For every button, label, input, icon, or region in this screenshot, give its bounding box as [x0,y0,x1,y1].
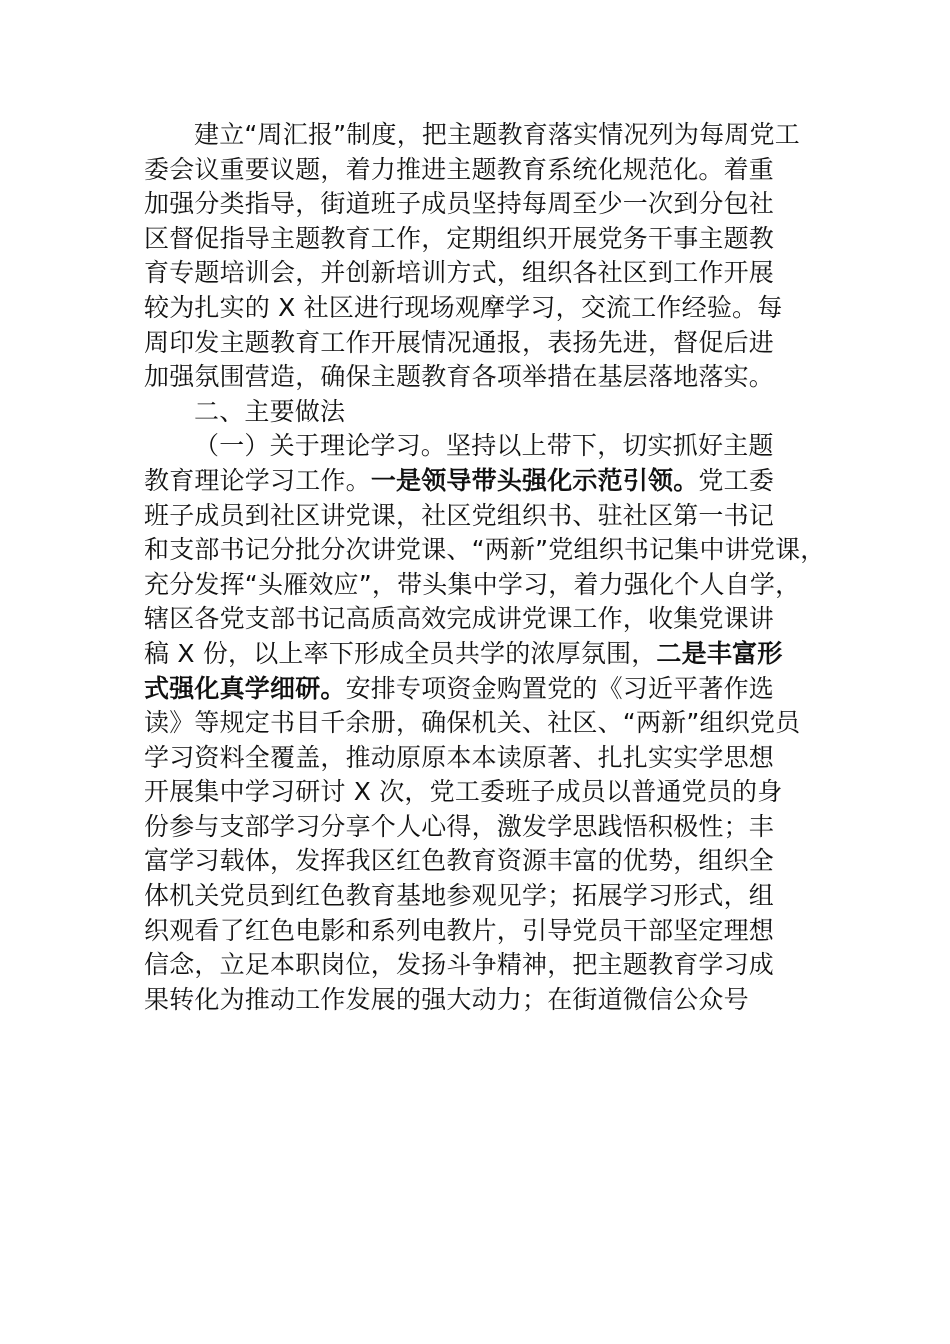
text-line: 读》等规定书目千余册，确保机关、社区、“两新”组织党员 [144,708,801,738]
text-line: 学习资料全覆盖，推动原原本本读原著、扎扎实实学思想 [144,742,775,772]
text-run: 稿 X 份，以上率下形成全员共学的浓厚氛围， [144,638,657,668]
text-line: 加强氛围营造，确保主题教育各项举措在基层落地落实。 [144,362,775,392]
text-line: 委会议重要议题，着力推进主题教育系统化规范化。着重 [144,154,775,184]
text-line: 区督促指导主题教育工作，定期组织开展党务干事主题教 [144,223,775,253]
text-line: 信念，立足本职岗位，发扬斗争精神，把主题教育学习成 [144,950,775,980]
text-line: 开展集中学习研讨 X 次，党工委班子成员以普通党员的身 [144,777,783,807]
text-line: 周印发主题教育工作开展情况通报，表扬先进，督促后进 [144,327,775,357]
section-heading: 二、主要做法 [194,396,346,426]
text-line: 育专题培训会，并创新培训方式，组织各社区到工作开展 [144,258,775,288]
text-line [144,672,816,707]
text-line: 份参与支部学习分享个人心得，激发学思践悟积极性；丰 [144,811,775,841]
text-run: 党工委 [698,465,775,495]
text-line: 和支部书记分批分次讲党课、“两新”党组织书记集中讲党课， [144,535,826,565]
bold-emphasis: 二是丰富形 [656,638,783,668]
text-line: 辖区各党支部书记高质高效完成讲党课工作，收集党课讲 [144,604,775,634]
body-text [144,118,826,1017]
text-line: 加强分类指导，街道班子成员坚持每周至少一次到分包社 [144,189,775,219]
text-run: 教育理论学习工作。 [144,465,371,495]
text-line: 果转化为推动工作发展的强大动力；在街道微信公众号 [144,984,749,1014]
text-line: 建立“周汇报”制度，把主题教育落实情况列为每周党工 [194,120,800,149]
bold-emphasis: 一是领导带头强化示范引领。 [370,465,699,495]
text-line: 体机关党员到红色教育基地参观见学；拓展学习形式，组 [144,881,775,911]
text-line: 充分发挥“头雁效应”，带头集中学习，着力强化个人自学， [144,569,801,599]
bold-emphasis: 式强化真学细研。 [144,673,346,703]
text-line: 织观看了红色电影和系列电教片，引导党员干部坚定理想 [144,915,775,945]
text-line [144,637,816,672]
text-line: 较为扎实的 X 社区进行现场观摩学习，交流工作经验。每 [144,292,783,322]
text-line [144,464,816,499]
text-line: 班子成员到社区讲党课，社区党组织书、驻社区第一书记 [144,500,775,530]
text-line: 富学习载体，发挥我区红色教育资源丰富的优势，组织全 [144,846,775,876]
text-line: （一）关于理论学习。坚持以上带下，切实抓好主题 [194,431,774,461]
text-run: 安排专项资金购置党的《习近平著作选 [345,673,775,703]
